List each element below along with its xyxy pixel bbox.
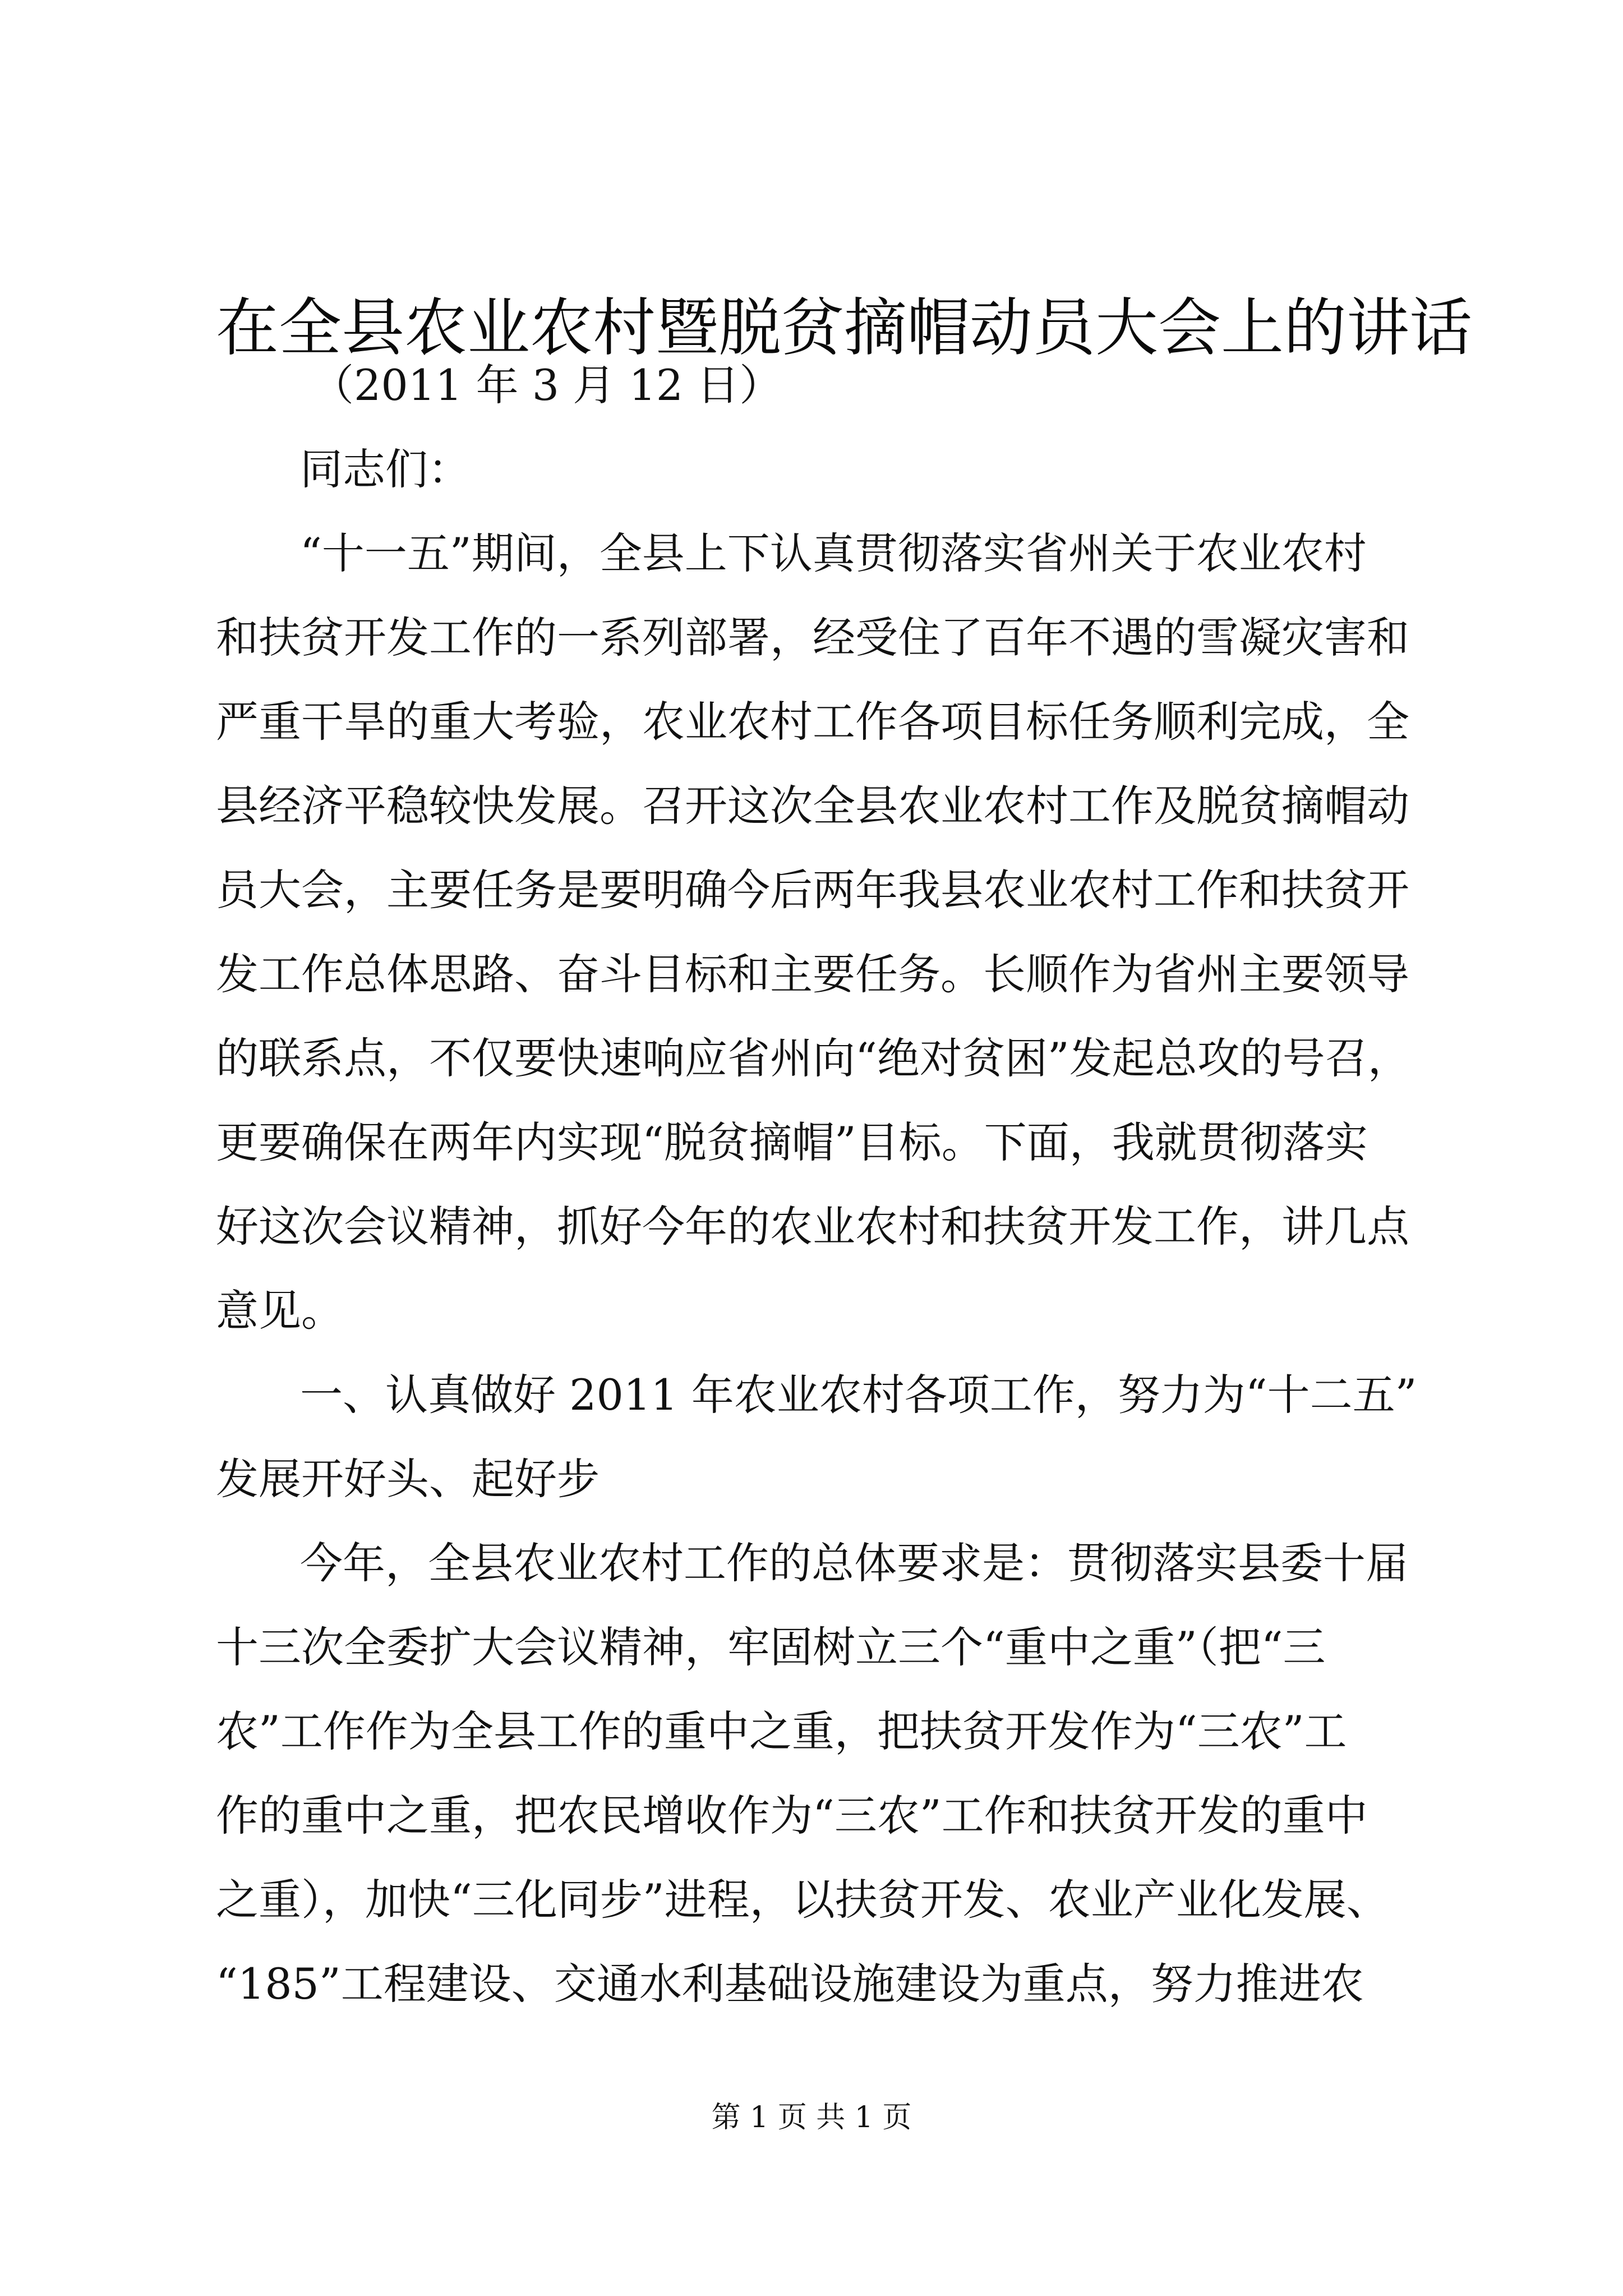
paragraph-line: “185”工程建设、交通水利基础设施建设为重点，努力推进农	[216, 1959, 1364, 2009]
paragraph-line: 农”工作作为全县工作的重中之重，把扶贫开发作为“三农”工	[216, 1706, 1347, 1756]
paragraph-line: 十三次全委扩大会议精神，牢固树立三个“重中之重”（把“三	[216, 1622, 1326, 1672]
paragraph-line: 作的重中之重，把农民增收作为“三农”工作和扶贫开发的重中	[216, 1791, 1368, 1841]
salutation: 同志们：	[300, 444, 471, 494]
section-heading-line: 一、认真做好 2011 年农业农村各项工作，努力为“十二五”	[300, 1370, 1417, 1420]
page-footer: 第 1 页 共 1 页	[711, 2101, 912, 2134]
paragraph-line: 意见。	[216, 1286, 344, 1336]
paragraph-line: 的联系点，不仅要快速响应省州向“绝对贫困”发起总攻的号召，	[216, 1033, 1410, 1083]
paragraph-line: 县经济平稳较快发展。召开这次全县农业农村工作及脱贫摘帽动	[216, 781, 1409, 831]
paragraph-line: 好这次会议精神，抓好今年的农业农村和扶贫开发工作，讲几点	[216, 1202, 1409, 1251]
paragraph-line: 员大会，主要任务是要明确今后两年我县农业农村工作和扶贫开	[216, 865, 1409, 915]
date-line: （2011 年 3 月 12 日）	[311, 360, 782, 410]
document-body	[216, 343, 1422, 2026]
paragraph-line: 更要确保在两年内实现“脱贫摘帽”目标。下面，我就贯彻落实	[216, 1117, 1368, 1167]
paragraph-line: “十一五”期间，全县上下认真贯彻落实省州关于农业农村	[300, 528, 1367, 578]
paragraph-line: 之重），加快“三化同步”进程，以扶贫开发、农业产业化发展、	[216, 1875, 1389, 1925]
paragraph-line: 严重干旱的重大考验，农业农村工作各项目标任务顺利完成，全	[216, 697, 1409, 747]
paragraph-line: 和扶贫开发工作的一系列部署，经受住了百年不遇的雪凝灾害和	[216, 613, 1409, 662]
document-title: 在全县农业农村暨脱贫摘帽动员大会上的讲话	[216, 292, 1472, 365]
paragraph-line: 发工作总体思路、奋斗目标和主要任务。长顺作为省州主要领导	[216, 949, 1409, 999]
paragraph-line: 今年，全县农业农村工作的总体要求是：贯彻落实县委十届	[300, 1538, 1408, 1588]
section-heading-line: 发展开好头、起好步	[216, 1454, 600, 1504]
